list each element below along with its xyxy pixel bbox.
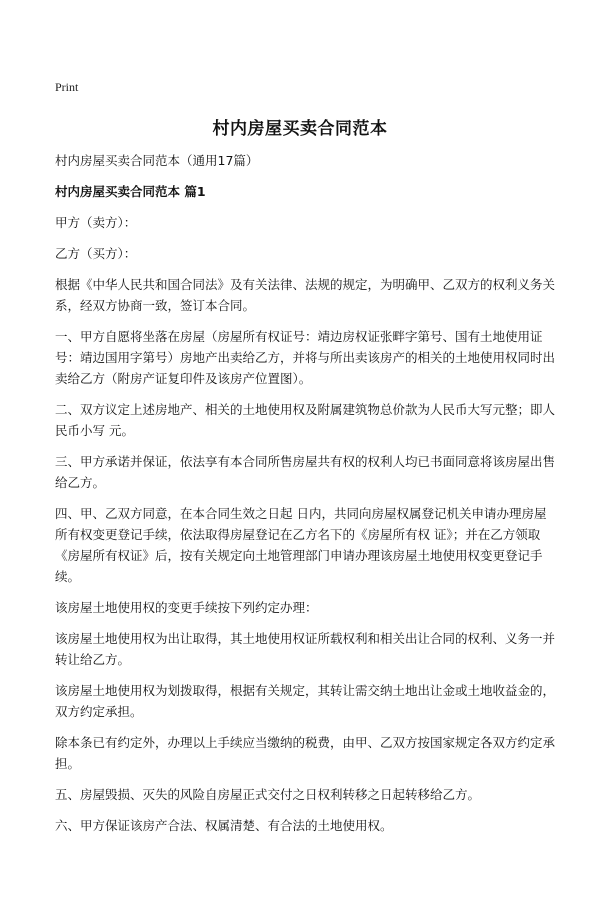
document-subtitle: 村内房屋买卖合同范本（通用17篇） [55,153,259,168]
paragraph-land-transfer: 该房屋土地使用权为出让取得，其土地使用权证所载权利和相关出让合同的权利、义务一并转让给乙方。 [55,631,556,667]
paragraph-land-allocated: 该房屋土地使用权为划拨取得，根据有关规定，其转让需交纳土地出让金或土地收益金的，双方约定承担。 [55,683,556,719]
document-body [55,150,555,846]
paragraph-preamble: 根据《中华人民共和国合同法》及有关法律、法规的规定，为明确甲、乙双方的权利义务关系，经双方协商一致，签订本合同。 [55,277,556,313]
paragraph-buyer: 乙方（买方）： [55,246,137,261]
paragraph-clause-2: 二、双方议定上述房地产、相关的土地使用权及附属建筑物总价款为人民币大写元整；即人民币小写 元。 [55,402,556,438]
paragraph-land-intro: 该房屋土地使用权的变更手续按下列约定办理： [55,600,318,615]
paragraph-clause-1: 一、甲方自愿将坐落在房屋（房屋所有权证号：靖边房权证张畔字第号、国有土地使用证号：靖边国用字第号）房地产出卖给乙方，并将与所出卖该房产的相关的土地使用权同时出卖给乙方（附房产证复印件及该房产位置图）。 [55,329,556,386]
print-label[interactable]: Print [55,80,79,94]
paragraph-taxes: 除本条已有约定外，办理以上手续应当缴纳的税费，由甲、乙双方按国家规定各双方约定承担。 [55,735,556,771]
document-title: 村内房屋买卖合同范本 [212,119,388,139]
paragraph-seller: 甲方（卖方）： [55,215,137,230]
paragraph-clause-4: 四、甲、乙双方同意，在本合同生效之日起 日内，共同向房屋权属登记机关申请办理房屋所有权变更登记手续，依法取得房屋登记在乙方名下的《房屋所有权 证》；并在乙方领取《房屋所有权证》后，按有关规定向土地管理部门申请办理该房屋土地使用权变更登记手续。 [55,506,547,584]
paragraph-clause-6: 六、甲方保证该房产合法、权属清楚、有合法的土地使用权。 [55,818,393,833]
section-heading: 村内房屋买卖合同范本 篇1 [55,184,206,199]
paragraph-clause-3: 三、甲方承诺并保证，依法享有本合同所售房屋共有权的权利人均已书面同意将该房屋出售给乙方。 [55,454,556,490]
paragraph-clause-5: 五、房屋毁损、灭失的风险自房屋正式交付之日权利转移之日起转移给乙方。 [55,787,481,802]
